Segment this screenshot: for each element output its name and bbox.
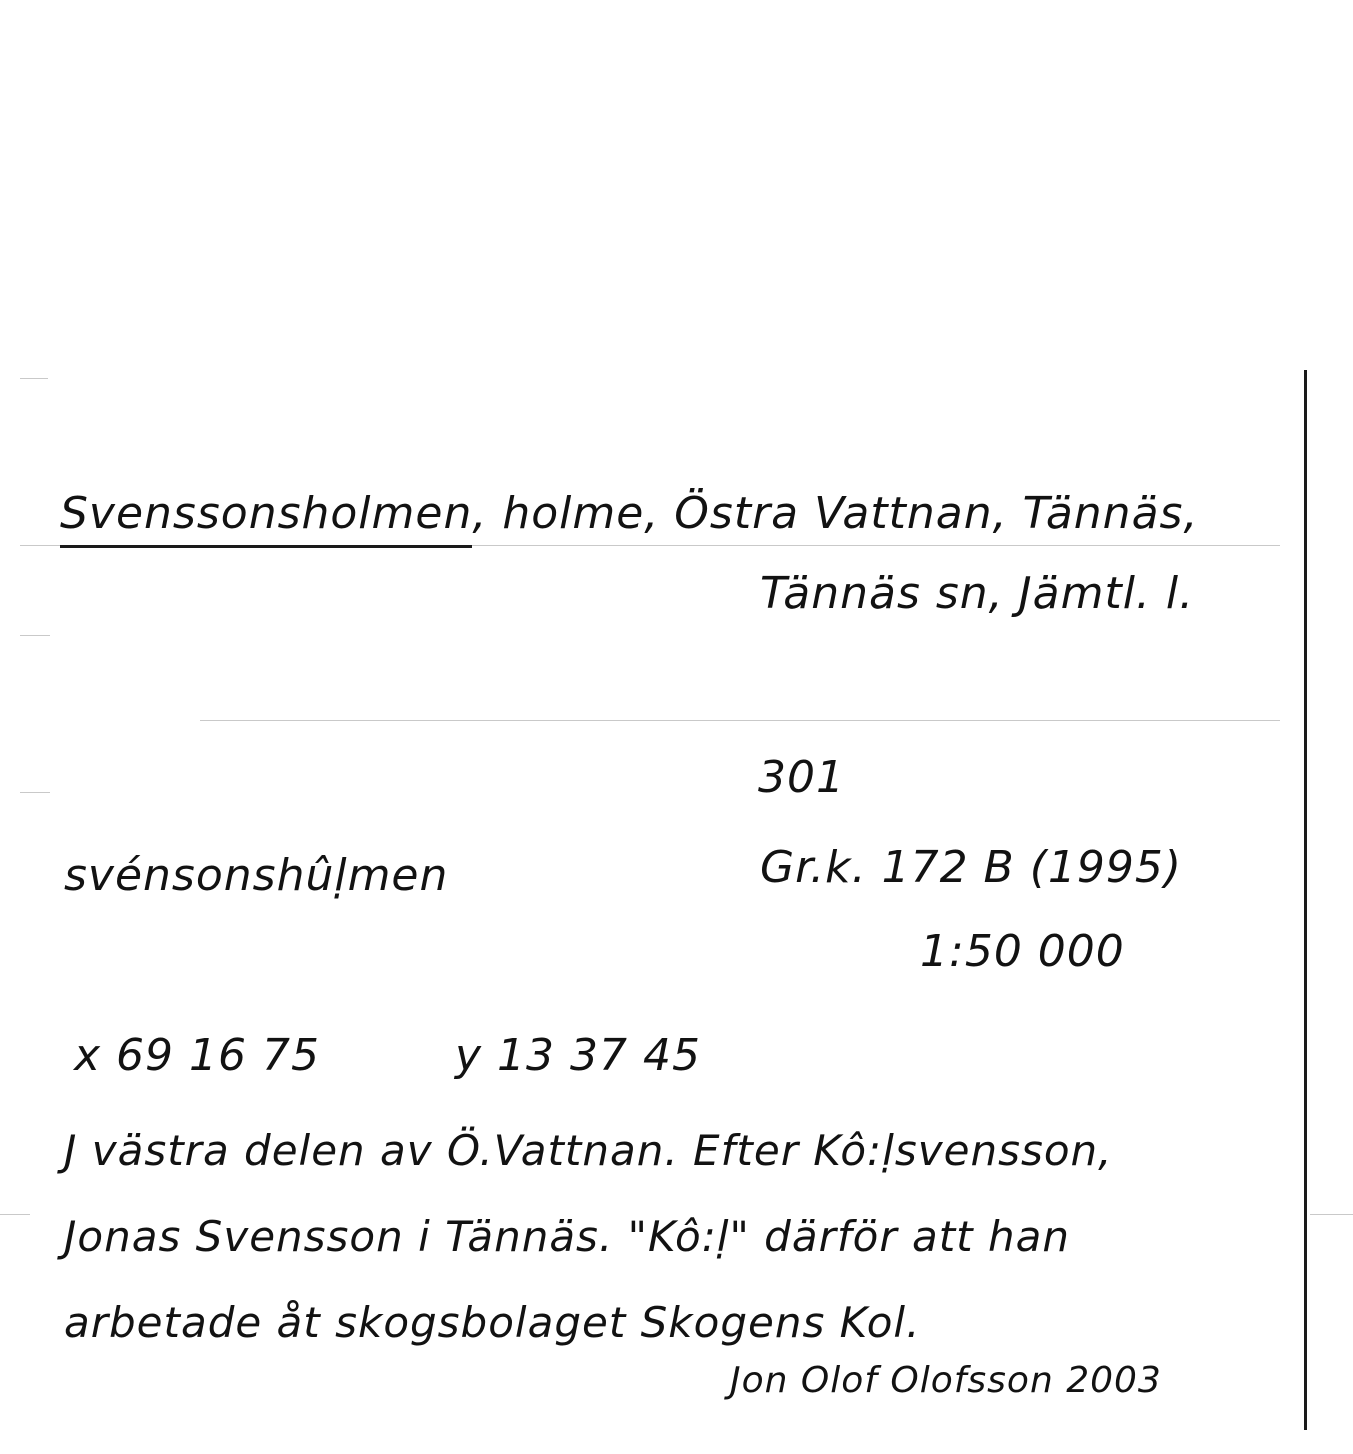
card-right-border: [1304, 370, 1307, 1430]
coordinate-x: x 69 16 75: [74, 1030, 320, 1081]
card-rule: [1310, 1214, 1353, 1215]
card-rule: [200, 720, 1280, 721]
coordinate-y: y 13 37 45: [455, 1030, 701, 1081]
card-number: 301: [758, 752, 845, 803]
headword-rest: , holme, Östra Vattnan, Tännäs,: [472, 488, 1199, 539]
map-reference: Gr.k. 172 B (1995): [760, 842, 1183, 893]
card-rule: [0, 1214, 30, 1215]
card-rule: [20, 792, 50, 793]
map-scale: 1:50 000: [920, 926, 1125, 977]
parish-line: Tännäs sn, Jämtl. l.: [760, 568, 1195, 619]
card-rule: [20, 635, 50, 636]
pronunciation: svénsonshûḷmen: [64, 850, 449, 901]
note-line-3: arbetade åt skogsbolaget Skogens Kol.: [64, 1298, 921, 1347]
note-line-2: Jonas Svensson i Tännäs. "Kô:ḷ" därför att han: [64, 1212, 1070, 1261]
signature: Jon Olof Olofsson 2003: [730, 1360, 1162, 1401]
headword-line: [60, 488, 1198, 539]
note-line-1: J västra delen av Ö.Vattnan. Efter Kô:ḷsvensson,: [64, 1126, 1113, 1175]
headword: Svenssonsholmen: [60, 488, 472, 548]
card-rule: [20, 378, 48, 379]
